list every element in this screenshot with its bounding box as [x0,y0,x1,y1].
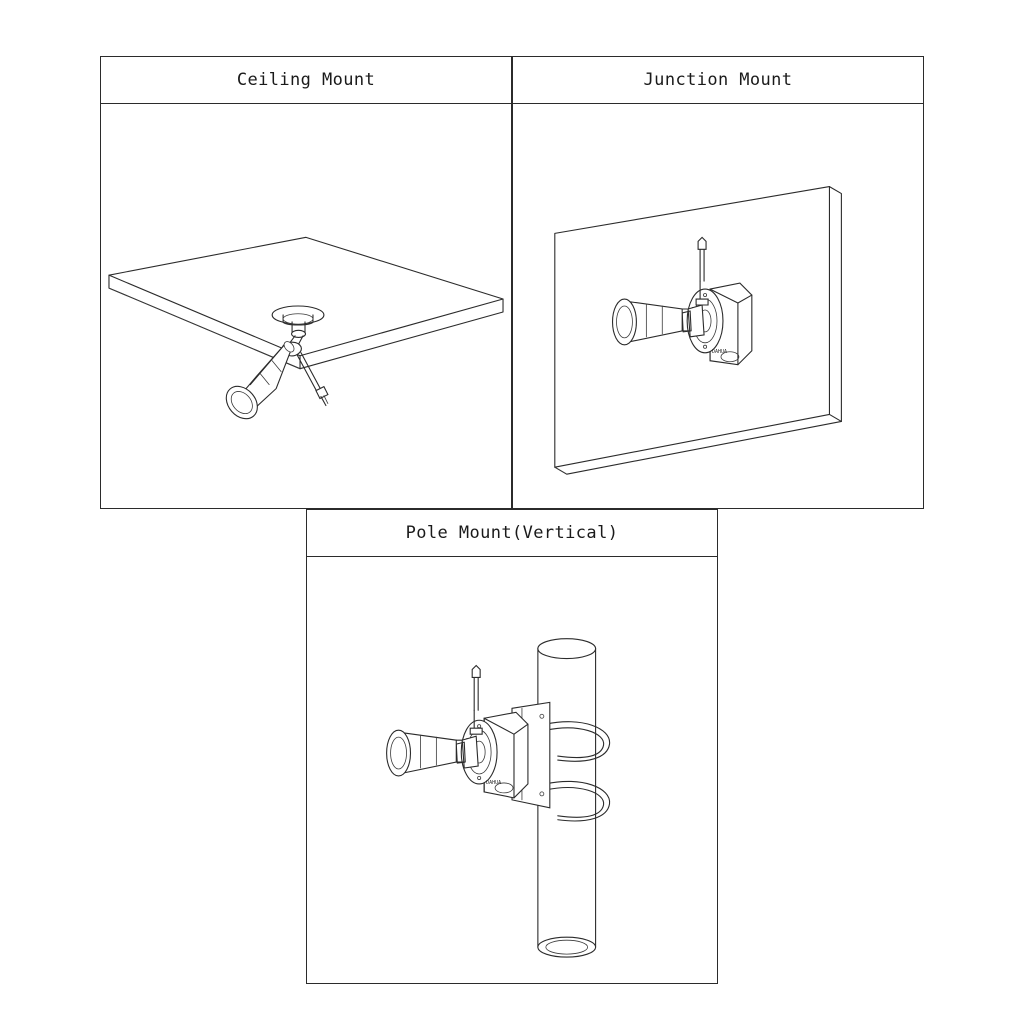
panel-pole-mount-vertical-title: Pole Mount(Vertical) [307,510,717,557]
panel-junction-mount [512,56,924,509]
camera-ceiling-base-icon [272,306,324,337]
camera-brand-mark: DAHUA [486,779,502,786]
panel-ceiling-mount-illustration [101,104,511,508]
camera-neck-icon [456,736,478,768]
panel-pole-mount-vertical [306,509,718,984]
panel-ceiling-mount-title: Ceiling Mount [101,57,511,104]
camera-brand-mark: DAHUA [712,348,727,355]
panel-junction-mount-title: Junction Mount [513,57,923,104]
pole-strap-upper-icon [546,722,610,762]
bullet-camera-icon [613,299,691,345]
bullet-camera-icon [387,730,465,776]
pole-strap-lower-icon [546,781,610,821]
ceiling-slab-icon [109,237,503,368]
bullet-camera-icon [220,340,296,425]
panel-junction-mount-illustration [513,104,923,508]
camera-neck-icon [682,305,704,337]
camera-antenna-icon [297,353,328,406]
panel-pole-mount-vertical-illustration [307,557,717,983]
panel-ceiling-mount [100,56,512,509]
